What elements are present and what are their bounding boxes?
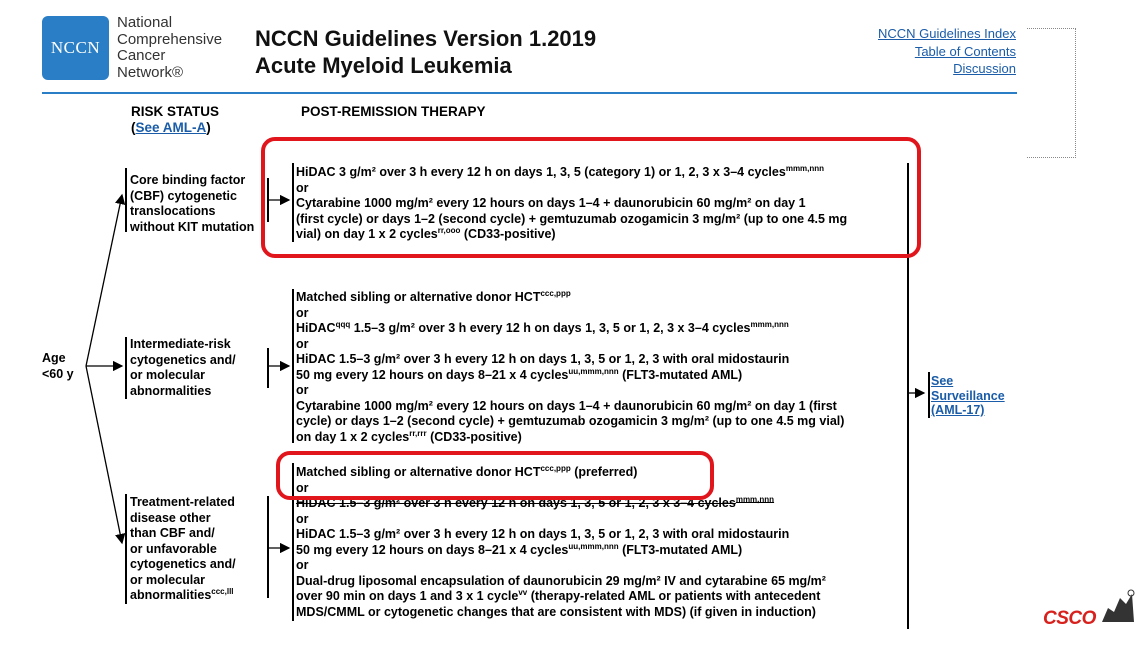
risk-line: or unfavorable (130, 541, 217, 556)
risk-status-label: RISK STATUS (131, 104, 220, 119)
therapy-line: MDS/CMML or cytogenetic changes that are consistent with MDS) (if given in induction) (296, 604, 816, 619)
arrow-to-treatment-related (86, 366, 122, 543)
therapy-line: or (296, 336, 309, 351)
highlight-box-cbf (261, 137, 921, 258)
therapy-line: HiDAC 1.5–3 g/m² over 3 h every 12 h on days 1, 3, 5 or 1, 2, 3 x 3–4 cycles$^{mmm,nnn}$ (296, 494, 775, 510)
csco-emblem-icon (1098, 588, 1138, 624)
discussion-link[interactable]: Discussion (953, 61, 1016, 76)
logo-text: NCCN (50, 38, 101, 57)
risk-status-ref: (See AML-A) (131, 120, 211, 135)
risk-line: Intermediate-risk (130, 337, 231, 351)
therapy-line: cycle) or days 1–2 (second cycle) + gemtuzumab ozogamicin 3 mg/m² (up to one 4.5 mg vial) (296, 414, 845, 428)
highlight-box-hct (276, 451, 714, 500)
risk-cbf (130, 173, 266, 235)
title-line: Acute Myeloid Leukemia (255, 53, 512, 78)
therapy-line: or (296, 383, 309, 397)
risk-line: abnormalities$^{ccc,lll}$ (130, 586, 234, 602)
risk-line: cytogenetics and/ (130, 557, 236, 571)
risk-line: Core binding factor (130, 173, 246, 187)
risk-line: translocations (130, 204, 216, 218)
guidelines-index-link[interactable]: NCCN Guidelines Index (877, 26, 1016, 41)
bracket-trt-right (267, 496, 269, 598)
therapy-line: Dual-drug liposomal encapsulation of daunorubicin 29 mg/m² IV and cytarabine 65 mg/m² (296, 573, 826, 588)
risk-line: without KIT mutation (130, 219, 255, 234)
see-surveillance-link[interactable]: See (931, 374, 954, 388)
therapy-line: (first cycle) or days 1–2 (second cycle) + gemtuzumab ozogamicin 3 mg/m² (up to one 4.5 mg (296, 211, 848, 226)
therapy-line: Cytarabine 1000 mg/m² every 12 hours on days 1–4 + daunorubicin 60 mg/m² on day 1 (first (296, 398, 837, 413)
risk-line: than CBF and/ (130, 526, 215, 540)
therapy-line: 50 mg every 12 hours on days 8–21 x 4 cycles$^{uu,mmm,nnn}$ (FLT3-mutated AML) (296, 366, 743, 382)
risk-line: or molecular (130, 572, 206, 587)
post-remission-header: POST-REMISSION THERAPY (301, 104, 486, 119)
bracket-int-right (267, 348, 269, 388)
therapy-intermediate (296, 290, 844, 445)
therapy-line: or (296, 511, 309, 526)
therapy-line: or (296, 480, 309, 495)
therapy-line: on day 1 x 2 cycles$^{rr,rrr}$ (CD33-positive) (296, 428, 522, 444)
therapy-line: or (296, 180, 309, 195)
therapy-line: Cytarabine 1000 mg/m² every 12 hours on days 1–4 + daunorubicin 60 mg/m² on day 1 (296, 196, 806, 210)
risk-line: cytogenetics and/ (130, 352, 236, 367)
bracket-trt-left (125, 494, 127, 604)
risk-line: abnormalities (130, 383, 212, 398)
org-line: Cancer (117, 47, 166, 64)
see-aml-a-link[interactable]: See AML-A (135, 120, 207, 135)
org-line: National (117, 14, 173, 31)
risk-line: disease other (130, 510, 211, 525)
therapy-line: vial) on day 1 x 2 cycles$^{rr,ooo}$ (CD33-positive) (296, 225, 556, 241)
csco-logo: CSCO (1043, 608, 1096, 629)
therapy-line: Matched sibling or alternative donor $HCT^{ccc,ppp}$ (preferred) (296, 463, 638, 479)
risk-line: (CBF) cytogenetic (130, 188, 237, 203)
bracket-int-therapy (292, 289, 294, 443)
age-line: Age (42, 351, 66, 365)
org-line: Network® (117, 63, 184, 81)
therapy-line: HiDAC 1.5–3 g/m² over 3 h every 12 h on days 1, 3, 5 or 1, 2, 3 with oral midostaurin (296, 527, 790, 541)
therapy-line: Matched sibling or alternative donor $HCT^{ccc,ppp}$ (296, 288, 571, 304)
therapy-line: HiDAC$^{qqq}$ 1.5–3 g/m² over 3 h every 12 h on days 1, 3, 5 or 1, 2, 3 x 3–4 cycles$^{mmm,nnn}$ (296, 319, 789, 335)
therapy-line: HiDAC 3 g/m² over 3 h every 12 h on days 1, 3, 5 (category 1) or 1, 2, 3 x 3–4 cycles$^{mmm,nnn}$ (296, 163, 825, 179)
therapy-line: or (296, 558, 309, 572)
therapy-line: HiDAC 1.5–3 g/m² over 3 h every 12 h on days 1, 3, 5 or 1, 2, 3 with oral midostaurin (296, 352, 790, 366)
risk-line: Treatment-related (130, 495, 235, 509)
table-of-contents-link[interactable]: Table of Contents (914, 43, 1016, 59)
bracket-cbf-left (125, 168, 127, 232)
age-line: <60 y (42, 366, 74, 381)
therapy-line: over 90 min on days 1 and 3 x 1 cycle$^{vv}$ (therapy-related AML or patients with antecedent (296, 587, 821, 603)
bracket-surveillance (928, 372, 930, 418)
surveillance-ref (931, 374, 1005, 418)
see-surveillance-link[interactable]: Surveillance (931, 388, 1005, 403)
risk-treatment-related (130, 495, 236, 604)
org-line: Comprehensive (117, 30, 223, 48)
bracket-int-left (125, 337, 127, 399)
therapy-line: 50 mg every 12 hours on days 8–21 x 4 cycles$^{uu,mmm,nnn}$ (FLT3-mutated AML) (296, 541, 743, 557)
title-line: NCCN Guidelines Version 1.2019 (255, 26, 597, 51)
risk-line: or molecular (130, 368, 206, 382)
see-surveillance-link[interactable]: (AML-17) (931, 403, 985, 417)
arrow-to-cbf (86, 195, 122, 366)
risk-intermediate (130, 337, 236, 399)
therapy-line: or (296, 305, 309, 320)
